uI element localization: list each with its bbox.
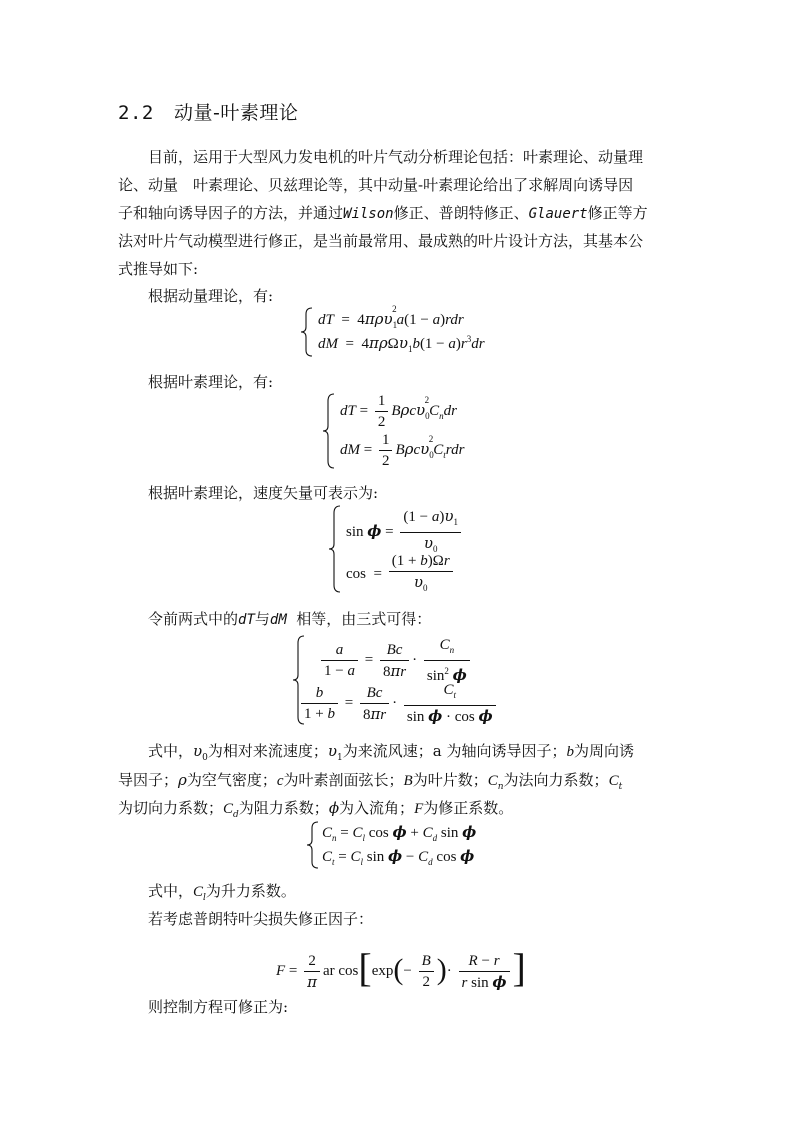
- velocity-equations: sin ϕ = $\frac{(1 - a)\upsilon_1}{\upsilon_0}$ cos = $\frac{(1 + b)\Omega r}{\upsilon_0}$: [328, 504, 478, 594]
- intro-line-2: 论、动量 叶素理论、贝兹理论等，其中动量-叶素理论给出了求解周向诱导因: [118, 176, 634, 194]
- induction-equations: $\frac{a}{1 - a}$ = $\frac{Bc}{8\pi r}$ · $\frac{C_n}{\sin^2 \phi}$ $\frac{b}{1 + b}$ = $\frac{Bc}{8\pi r}$ · $\frac{C_t}{\text{sin ϕ · cos ϕ}}$: [292, 634, 512, 726]
- glauert-term: Glauert: [528, 206, 588, 222]
- intro-line-3: 子和轴向诱导因子的方法，并通过Wilson修正、普朗特修正、Glauert修正等方: [118, 204, 648, 222]
- wilson-term: Wilson: [343, 206, 394, 222]
- symbols-line-3: 为切向力系数；$C_d$为阻力系数；ϕ为入流角；F为修正系数。: [118, 799, 514, 820]
- left-brace-icon: [328, 505, 342, 593]
- momentum-lead: 根据动量理论，有:: [148, 287, 274, 305]
- final-lead: 则控制方程可修正为:: [148, 998, 289, 1016]
- left-brace-icon: [322, 393, 336, 469]
- section-title: 动量-叶素理论: [174, 102, 299, 124]
- intro-line-1: 目前，运用于大型风力发电机的叶片气动分析理论包括：叶素理论、动量理: [148, 148, 644, 166]
- velocity-lead: 根据叶素理论，速度矢量可表示为:: [148, 484, 379, 502]
- prandtl-equation: F = $\frac{2}{\pi}$ ar cos[exp(− $\frac{B}{2}$ )· $\frac{R - r}{\text{r sin ϕ}}$ ]: [276, 945, 526, 991]
- blade-element-equations: dT = $\frac{1}{2}$ $B\rho c\upsilon_0^2C_ndr$ dM = $\frac{1}{2}$ $B\rho c\upsilon_0^2C_trdr$: [322, 392, 482, 472]
- prandtl-lead: 若考虑普朗特叶尖损失修正因子：: [148, 910, 374, 928]
- left-brace-icon: [306, 821, 320, 869]
- symbols-line-2: 导因子；ρ为空气密度；c为叶素剖面弦长；B为叶片数；$C_n$为法向力系数；$C_t$: [118, 771, 623, 792]
- momentum-equations: dT = 4πρυ$_1^2$a(1 − a)rdr dM = $4\pi\rho\Omega\upsilon_1b(1 - a)r^3dr$: [300, 306, 500, 358]
- section-number: 2.2: [118, 102, 154, 124]
- intro-line-5: 式推导如下:: [118, 260, 199, 278]
- left-brace-icon: [300, 307, 314, 357]
- equate-line: 令前两式中的dT与dM 相等，由三式可得：: [148, 610, 432, 628]
- section-heading: [118, 98, 298, 125]
- force-coefficient-equations: $C_n = C_l$ $\cos \phi + C_d$ sin ϕ $C_t = C_l$ $\sin \phi - C_d$ cos ϕ: [306, 820, 506, 870]
- lift-line: 式中，$C_l$为升力系数。: [148, 882, 296, 903]
- blade-lead: 根据叶素理论，有:: [148, 373, 274, 391]
- intro-line-4: 法对叶片气动模型进行修正，是当前最常用、最成熟的叶片设计方法，其基本公: [118, 232, 644, 250]
- symbols-line-1: 式中，$\upsilon_0$为相对来流速度；$\upsilon_1$为来流风速；a 为轴向诱导因子；b为周向诱: [148, 742, 634, 763]
